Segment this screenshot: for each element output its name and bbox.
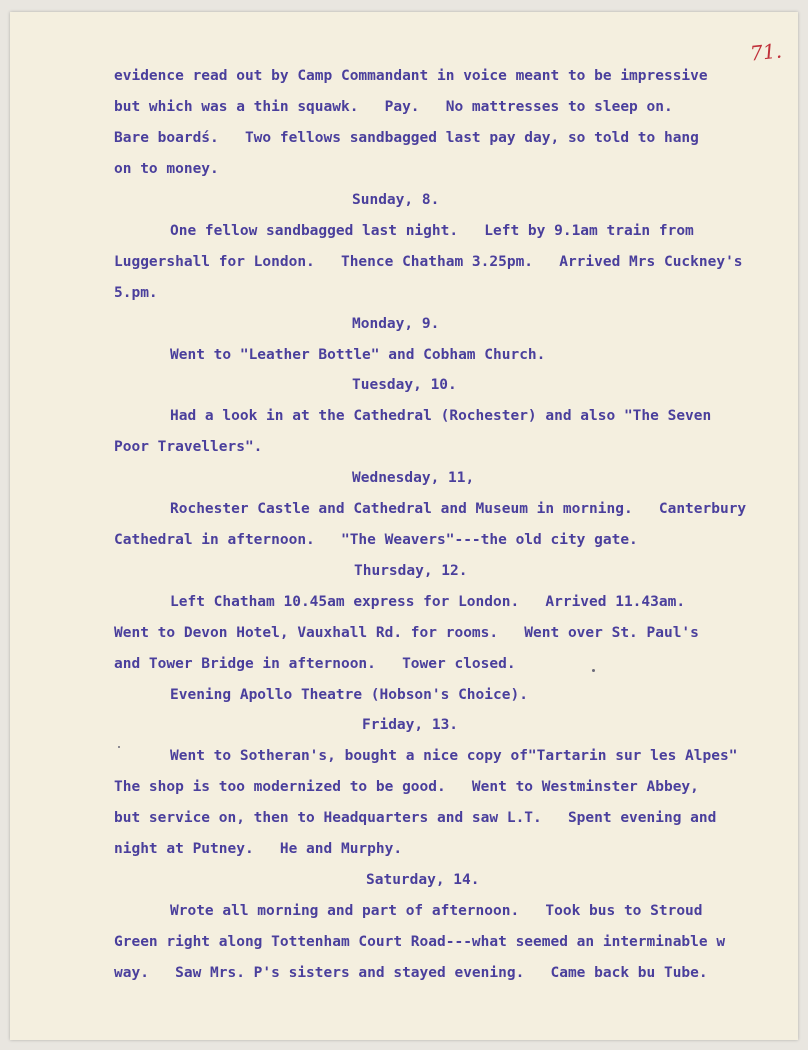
text-line: 5.pm. (114, 285, 158, 301)
text-line: but service on, then to Headquarters and saw L.T. Spent evening and (114, 810, 717, 826)
text-line: Bare boardś. Two fellows sandbagged last pay day, so told to hang (114, 130, 699, 146)
text-line: One fellow sandbagged last night. Left by 9.1am train from (170, 223, 694, 239)
text-line: Went to Devon Hotel, Vauxhall Rd. for rooms. Went over St. Paul's (114, 625, 699, 641)
date-heading: Sunday, 8. (352, 192, 440, 208)
text-line: Rochester Castle and Cathedral and Museum in morning. Canterbury (170, 501, 747, 517)
text-line: but which was a thin squawk. Pay. No mattresses to sleep on. (114, 99, 673, 115)
text-line: Had a look in at the Cathedral (Rochester) and also "The Seven (170, 408, 712, 424)
date-heading: Friday, 13. (362, 717, 459, 733)
text-line: Wrote all morning and part of afternoon. Took bus to Stroud (170, 903, 703, 919)
text-line: Evening Apollo Theatre (Hobson's Choice). (170, 687, 528, 703)
text-line: evidence read out by Camp Commandant in voice meant to be impressive (114, 68, 708, 84)
page-number: 71. (748, 38, 783, 66)
typescript-page (10, 12, 798, 1040)
text-line: The shop is too modernized to be good. Went to Westminster Abbey, (114, 779, 699, 795)
text-line: Left Chatham 10.45am express for London. Arrived 11.43am. (170, 594, 686, 610)
text-line: Green right along Tottenham Court Road---what seemed an interminable w (114, 934, 726, 950)
text-line: night at Putney. He and Murphy. (114, 841, 403, 857)
text-line: Went to Sotheran's, bought a nice copy of"Tartarin sur les Alpes" (170, 748, 738, 764)
paper-speck (118, 746, 120, 748)
date-heading: Wednesday, 11, (352, 470, 475, 486)
text-line: way. Saw Mrs. P's sisters and stayed evening. Came back bu Tube. (114, 965, 708, 981)
text-line: Poor Travellers". (114, 439, 263, 455)
text-line: Cathedral in afternoon. "The Weavers"---the old city gate. (114, 532, 638, 548)
paper-speck (592, 669, 595, 672)
date-heading: Monday, 9. (352, 316, 440, 332)
date-heading: Tuesday, 10. (352, 377, 457, 393)
text-line: Luggershall for London. Thence Chatham 3.25pm. Arrived Mrs Cuckney's (114, 254, 743, 270)
text-line: on to money. (114, 161, 219, 177)
text-line: and Tower Bridge in afternoon. Tower closed. (114, 656, 516, 672)
date-heading: Thursday, 12. (354, 563, 468, 579)
date-heading: Saturday, 14. (366, 872, 480, 888)
text-line: Went to "Leather Bottle" and Cobham Church. (170, 347, 546, 363)
